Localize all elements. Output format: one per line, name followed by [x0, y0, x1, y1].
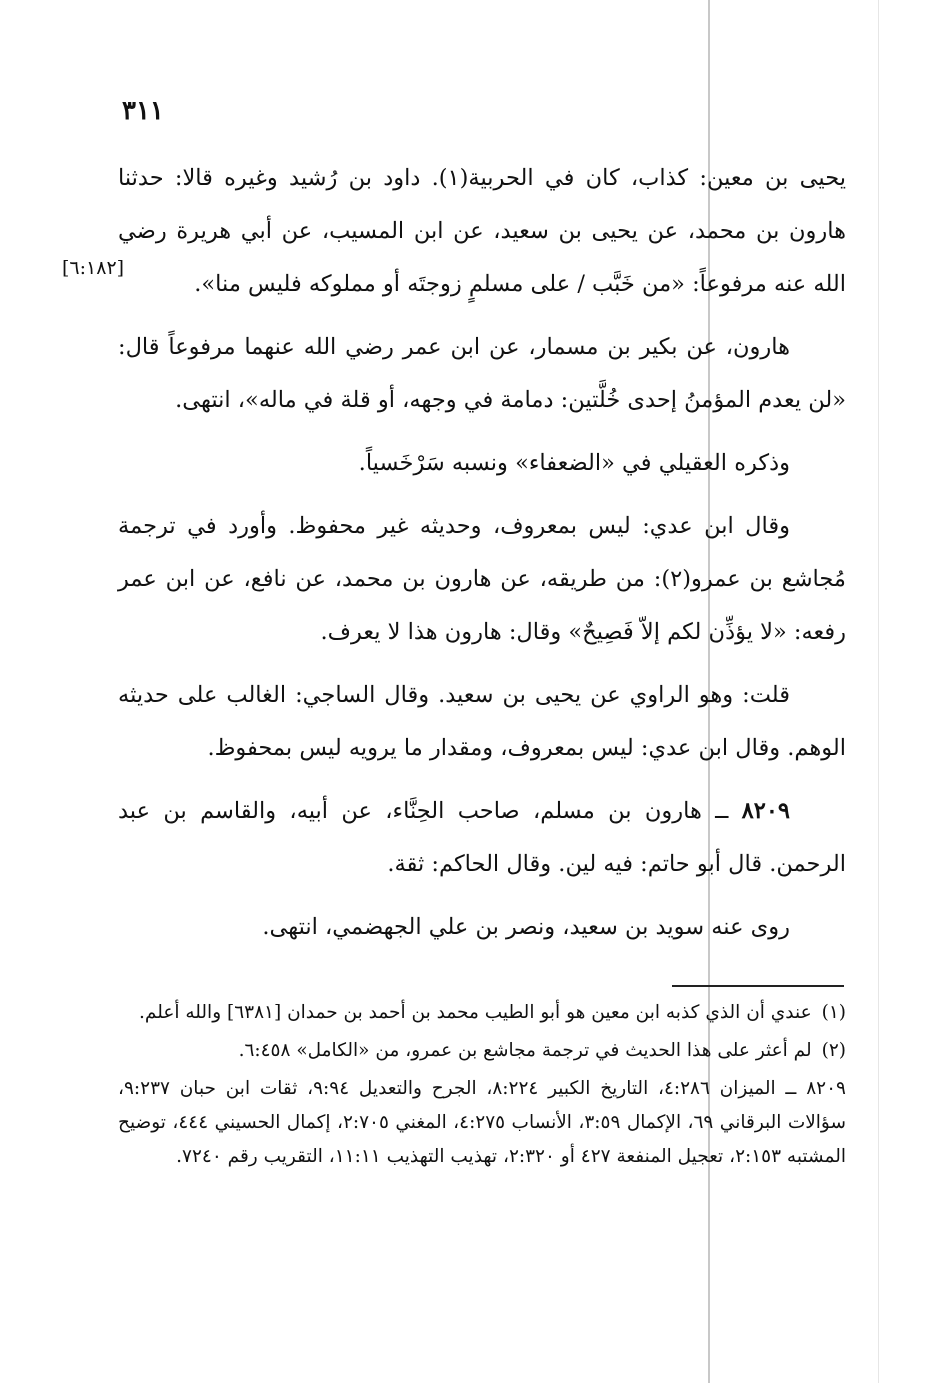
- paragraph-yahya-ibn-maeen: يحيى بن معين: كذاب، كان في الحربية(١). داود بن رُشيد وغيره قالا: حدثنا هارون بن محمد، عن يحيى بن سعيد، عن ابن المسيب، عن أبي هريرة رضي الله عنه مرفوعاً: «من خَبَّب / على مسلمٍ زوجتَه أو مملوكه فليس منا».: [118, 165, 846, 297]
- page-gutter-line: [878, 0, 879, 1383]
- main-text: [118, 152, 846, 964]
- paragraph-harun-hadith: هارون، عن بكير بن مسمار، عن ابن عمر رضي الله عنهما مرفوعاً قال: «لن يعدم المؤمنُ إحدى خُلَّتين: دمامة في وجهه، أو قلة في ماله»، انتهى.: [118, 334, 846, 413]
- footnote: [118, 1034, 846, 1068]
- footnote-divider: [672, 985, 844, 987]
- page-number: ٣١١: [122, 96, 164, 126]
- footnote-sources: [118, 1072, 846, 1174]
- paragraph-qultu: قلت: وهو الراوي عن يحيى بن سعيد. وقال الساجي: الغالب على حديثه الوهم. وقال ابن عدي: ليس بمعروف، ومقدار ما يرويه ليس بمحفوظ.: [118, 682, 846, 761]
- paragraph-uqayli: وذكره العقيلي في «الضعفاء» ونسبه سَرْخَسياً.: [358, 450, 790, 476]
- footnotes: [118, 996, 846, 1178]
- paragraph-closing: روى عنه سويد بن سعيد، ونصر بن علي الجهضمي، انتهى.: [262, 914, 790, 940]
- entry-8209: [118, 785, 846, 891]
- volume-page-reference: [٦:١٨٢]: [62, 257, 125, 279]
- entry-text: ــ هارون بن مسلم، صاحب الحِنَّاء، عن أبيه، والقاسم بن عبد الرحمن. قال أبو حاتم: فيه لين. وقال الحاكم: ثقة.: [118, 798, 846, 877]
- footnote-text: لم أعثر على هذا الحديث في ترجمة مجاشع بن عمرو، من «الكامل» ٦:٤٥٨.: [238, 1040, 812, 1061]
- footnote-text: ــ الميزان ٤:٢٨٦، التاريخ الكبير ٨:٢٢٤، الجرح والتعديل ٩:٩٤، ثقات ابن حبان ٩:٢٣٧، سؤالات البرقاني ٦٩، الإكمال ٣:٥٩، الأنساب ٤:٢٧٥، المغني ٢:٧٠٥، إكمال الحسيني ٤٤٤، توضيح المشتبه ٢:١٥٣، تعجيل المنفعة ٤٢٧ أو ٢:٣٢٠، تهذيب التهذيب ١١:١١، التقريب رقم ٧٢٤٠.: [118, 1078, 846, 1167]
- footnote-number: (٢): [821, 1040, 846, 1061]
- footnote-number: ٨٢٠٩: [806, 1078, 846, 1099]
- paragraph-ibn-adi: وقال ابن عدي: ليس بمعروف، وحديثه غير محفوظ. وأورد في ترجمة مُجاشع بن عمرو(٢): من طريقه، عن هارون بن محمد، عن نافع، عن ابن عمر رفعه: «لا يؤذِّن لكم إلاّ فَصِيحٌ» وقال: هارون هذا لا يعرف.: [118, 513, 846, 645]
- footnote-text: عندي أن الذي كذبه ابن معين هو أبو الطيب محمد بن أحمد بن حمدان [٦٣٨١] والله أعلم.: [139, 1002, 812, 1023]
- entry-number: ٨٢٠٩: [741, 798, 790, 824]
- footnote: [118, 996, 846, 1030]
- footnote-number: (١): [821, 1002, 846, 1023]
